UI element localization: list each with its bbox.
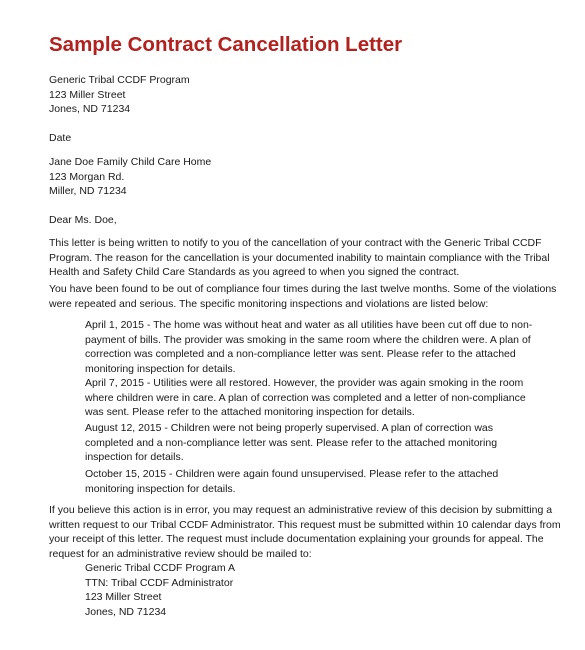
violation-line: where children were in care. A plan of correction was completed and a letter of non-compliance <box>85 391 526 404</box>
violation-line: October 15, 2015 - Children were again found unsupervised. Please refer to the attached <box>85 468 499 480</box>
date-line <box>49 131 549 146</box>
review-address-line: Generic Tribal CCDF Program A <box>85 562 235 574</box>
salutation <box>49 213 549 228</box>
violation-item <box>85 467 535 496</box>
violation-line: correction was completed and a non-compliance letter was sent. Please refer to the attached <box>85 348 516 361</box>
review-address-line: 123 Miller Street <box>85 591 162 604</box>
paragraph-line: If you believe this action is in error, you may request an administrative review of this decision by submitting a <box>49 504 553 516</box>
date-label: Date <box>49 132 72 144</box>
paragraph-line: You have been found to be out of compliance four times during the last twelve months. Some of the violations <box>49 283 557 295</box>
paragraph-notification <box>49 236 549 280</box>
paragraph-line: This letter is being written to notify to you of the cancellation of your contract with the Generic Tribal CCDF <box>49 237 542 249</box>
sender-address-line: Generic Tribal CCDF Program <box>49 74 190 86</box>
review-mailing-address <box>85 561 535 619</box>
paragraph-line: Health and Safety Child Care Standards as you agreed to when you signed the contract. <box>49 266 460 279</box>
paragraph-line: request for an administrative review should be mailed to: <box>49 547 312 560</box>
review-address-line: TTN: Tribal CCDF Administrator <box>85 576 234 589</box>
violation-line: April 7, 2015 - Utilities were all restored. However, the provider was again smoking in the room <box>85 377 524 389</box>
violation-line: payment of bills. The provider was smoking in the same room where the children were. A plan of <box>85 333 531 346</box>
paragraph-review-request <box>49 503 561 561</box>
sender-address-line: 123 Miller Street <box>49 88 126 101</box>
violation-line: April 1, 2015 - The home was without heat and water as all utilities have been cut off due to non- <box>85 319 533 331</box>
sender-address-line: Jones, ND 71234 <box>49 103 131 116</box>
paragraph-line: written request to our Tribal CCDF Administrator. This request must be submitted within 10 calendar days from <box>49 518 561 531</box>
paragraph-compliance <box>49 282 557 311</box>
recipient-address-line: 123 Morgan Rd. <box>49 170 125 183</box>
recipient-address-line: Miller, ND 71234 <box>49 185 127 198</box>
violation-line: inspection for details. <box>85 451 184 464</box>
violation-item <box>85 421 535 465</box>
violation-item <box>85 318 535 376</box>
letter-title: Sample Contract Cancellation Letter <box>49 33 403 56</box>
paragraph-line: your receipt of this letter. The request must include documentation explaining your grounds for appeal. The <box>49 533 544 546</box>
violation-line: was sent. Please refer to the attached monitoring inspection for details. <box>85 406 415 419</box>
sender-address <box>49 73 549 117</box>
violation-item <box>85 376 535 420</box>
violation-line: monitoring inspection for details. <box>85 482 236 495</box>
violation-line: completed and a non-compliance letter was sent. Please refer to the attached monitoring <box>85 436 498 449</box>
paragraph-line: Program. The reason for the cancellation is your documented inability to maintain compliance with the Tribal <box>49 251 550 264</box>
recipient-address <box>49 155 549 199</box>
review-address-line: Jones, ND 71234 <box>85 605 167 618</box>
recipient-address-line: Jane Doe Family Child Care Home <box>49 156 212 168</box>
salutation-text: Dear Ms. Doe, <box>49 214 117 226</box>
violation-line: monitoring inspection for details. <box>85 362 236 375</box>
violation-line: August 12, 2015 - Children were not being properly supervised. A plan of correction was <box>85 422 493 434</box>
paragraph-line: were repeated and serious. The specific monitoring inspections and violations are listed below: <box>49 297 489 310</box>
